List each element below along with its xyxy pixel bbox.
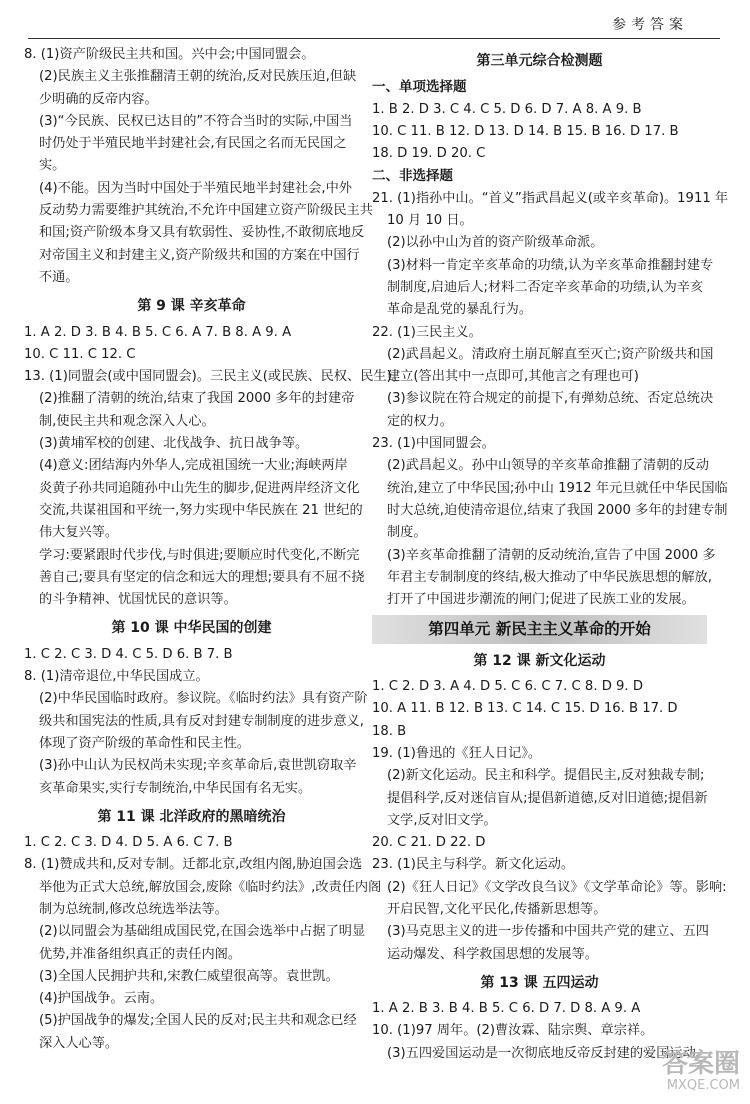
text-line: 伟大复兴等。 xyxy=(39,525,119,541)
watermark-logo xyxy=(630,1050,740,1098)
text-line: (2)新文化运动。民主和科学。提倡民主,反对独裁专制; xyxy=(387,768,705,784)
right-column xyxy=(372,44,729,1065)
text-line: 8. (1)清帝退位,中华民国成立。 xyxy=(24,669,209,685)
text-line: 8. (1)资产阶级民主共和国。兴中会;中国同盟会。 xyxy=(24,47,315,62)
lesson-10-answers xyxy=(24,644,368,800)
lesson-10-title: 第 10 课 中华民国的创建 xyxy=(111,620,272,637)
text-line: 制制度,启迪后人;材料二否定辛亥革命的功绩,认为辛亥 xyxy=(387,279,704,295)
text-line: 统治,建立了中华民国;孙中山 1912 年元旦就任中华民国临 xyxy=(387,480,728,496)
text-line: 18. D 19. D 20. C xyxy=(372,146,486,162)
text-line: 体现了资产阶级的革命性和民主性。 xyxy=(39,735,250,751)
text-line: 时大总统,迫使清帝退位,结束了我国 2000 多年的封建专制 xyxy=(387,502,728,518)
text-line: (5)护国战争的爆发;全国人民的反对;民主共和观念已经 xyxy=(39,1013,357,1029)
text-line: (3)“今民族、民权已达目的”不符合当时的实际,中国当 xyxy=(39,113,353,129)
text-line: 举他为正式大总统,解放国会,废除《临时约法》,改责任内阁 xyxy=(39,879,382,895)
text-line: 善自己;要具有坚定的信念和远大的理想;要具有不屈不挠 xyxy=(39,569,365,585)
text-line: (2)推翻了清朝的统治,结束了我国 2000 多年的封建帝 xyxy=(39,391,355,407)
unit-4-banner: 第四单元 新民主主义革命的开始 xyxy=(372,615,707,643)
text-line: (3)黄埔军校的创建、北伐战争、抗日战争等。 xyxy=(39,436,309,452)
text-line: 年君主专制制度的终结,极大推动了中华民族思想的解放, xyxy=(387,569,712,585)
lesson-9-answers xyxy=(24,322,405,612)
text-line: 10. (1)97 周年。(2)曹汝霖、陆宗舆、章宗祥。 xyxy=(372,1023,654,1039)
text-line: (2)以同盟会为基础组成国民党,在国会选举中占据了明显 xyxy=(39,924,366,940)
text-line: 制,使民主共和观念深入人心。 xyxy=(39,413,215,429)
text-line: 的斗争精神、忧国忧民的意识等。 xyxy=(39,592,237,608)
text-line: 和国;资产阶级本身又具有软弱性、妥协性,不敢彻底地反 xyxy=(39,225,365,241)
text-line: 对帝国主义和封建主义,资产阶级共和国的方案在中国行 xyxy=(39,247,360,263)
text-line: 10. C 11. B 12. D 13. D 14. B 15. B 16. D 17. B xyxy=(372,123,679,139)
text-line: (2)中华民国临时政府。参议院。《临时约法》具有资产阶 xyxy=(39,691,368,707)
text-line: 10. C 11. C 12. C xyxy=(24,346,136,362)
lesson-12-title: 第 12 课 新文化运动 xyxy=(473,652,606,669)
text-line: 反动势力需要维护其统治,不允许中国建立资产阶级民主共 xyxy=(39,203,373,219)
text-line: 23. (1)民主与科学。新文化运动。 xyxy=(372,857,575,873)
section-heading: 二、非选择题 xyxy=(372,168,453,185)
text-line: 1. B 2. D 3. C 4. C 5. D 6. D 7. A 8. A 9. B xyxy=(372,101,642,117)
text-line: 少明确的反帝内容。 xyxy=(39,91,158,107)
text-line: 10. A 11. B 12. B 13. C 14. C 15. D 16. B 17. D xyxy=(372,701,678,717)
text-line: 时仍处于半殖民地半封建社会,有民国之名而无民国之 xyxy=(39,136,347,152)
header-rule xyxy=(28,38,720,39)
text-line: 提倡科学,反对迷信盲从;提倡新道德,反对旧道德;提倡新 xyxy=(387,790,708,806)
text-line: 8. (1)赞成共和,反对专制。迁都北京,改组内阁,胁迫国会选 xyxy=(24,857,363,873)
text-line: 1. C 2. C 3. D 4. D 5. A 6. C 7. B xyxy=(24,835,233,851)
text-line: 建立(答出其中一点即可,其他言之有理也可) xyxy=(387,369,639,385)
text-line: 1. C 2. C 3. D 4. C 5. D 6. B 7. B xyxy=(24,646,233,662)
text-line: (3)材料一肯定辛亥革命的功绩,认为辛亥革命推翻封建专 xyxy=(387,257,714,273)
text-line: 制度。 xyxy=(387,525,427,541)
text-line: 制为总统制,修改总统选举法等。 xyxy=(39,901,228,917)
text-line: (4)意义:团结海内外华人,完成祖国统一大业;海峡两岸 xyxy=(39,458,348,474)
watermark-text: 答案圈 xyxy=(661,1049,740,1079)
text-line: 深入人心等。 xyxy=(39,1035,119,1051)
lesson-12-answers xyxy=(372,676,727,966)
lesson-13-title: 第 13 课 五四运动 xyxy=(480,974,599,991)
text-line: (2)武昌起义。孙中山领导的辛亥革命推翻了清朝的反动 xyxy=(387,458,709,474)
text-line: 1. A 2. D 3. B 4. B 5. C 6. A 7. B 8. A 9. A xyxy=(24,324,292,340)
text-line: (3)辛亥革命推翻了清朝的反动统治,宣告了中国 2000 多 xyxy=(387,547,716,563)
unit-3-mc-answers xyxy=(372,99,707,166)
text-line: 18. B xyxy=(372,723,407,739)
text-line: 22. (1)三民主义。 xyxy=(372,324,482,340)
text-line: (4)不能。因为当时中国处于半殖民地半封建社会,中外 xyxy=(39,180,352,196)
text-line: (3)参议院在符合规定的前提下,有弹劾总统、否定总统决 xyxy=(387,391,714,407)
text-line: 定的权力。 xyxy=(387,413,453,429)
text-line: (3)马克思主义的进一步传播和中国共产党的建立、五四 xyxy=(387,924,709,940)
text-line: 革命是乱党的暴乱行为。 xyxy=(387,302,533,318)
text-line: 亥革命果实,实行专制统治,中华民国有名无实。 xyxy=(39,780,312,796)
text-line: (2)武昌起义。清政府土崩瓦解直至灭亡;资产阶级共和国 xyxy=(387,346,714,362)
text-line: (2)《狂人日记》《文学改良刍议》《文学革命论》等。影响: xyxy=(387,879,727,895)
unit-3-answers xyxy=(372,188,729,612)
text-line: (3)五四爱国运动是一次彻底地反帝反封建的爱国运动。 xyxy=(387,1045,709,1061)
text-line: 文学,反对旧文学。 xyxy=(387,812,497,828)
text-line: 10 月 10 日。 xyxy=(387,213,473,229)
text-line: 21. (1)指孙中山。“首义”指武昌起义(或辛亥革命)。1911 年 xyxy=(372,190,729,206)
text-line: 开启民智,文化平民化,传播新思想等。 xyxy=(387,901,607,917)
watermark-url: MXQE.COM xyxy=(666,1078,740,1093)
block-8-answers xyxy=(24,44,373,289)
text-line: (2)以孙中山为首的资产阶级革命派。 xyxy=(387,235,604,251)
lesson-11-answers xyxy=(24,832,382,1055)
lesson-11-title: 第 11 课 北洋政府的黑暗统治 xyxy=(97,808,286,825)
text-line: 19. (1)鲁迅的《狂人日记》。 xyxy=(372,745,542,761)
text-line: 13. (1)同盟会(或中国同盟会)。三民主义(或民族、民权、民生)。 xyxy=(24,369,405,385)
text-line: 优势,并准备组织真正的责任内阁。 xyxy=(39,946,242,962)
text-line: 1. A 2. B 3. B 4. B 5. C 6. D 7. D 8. A 9. A xyxy=(372,1001,641,1017)
section-heading: 一、单项选择题 xyxy=(372,79,467,96)
text-line: 学习:要紧跟时代步伐,与时俱进;要顺应时代变化,不断完 xyxy=(39,547,360,563)
text-line: (2)民族主义主张推翻清王朝的统治,反对民族压迫,但缺 xyxy=(39,69,357,85)
unit-3-test-title: 第三单元综合检测题 xyxy=(476,53,603,69)
text-line: 实。 xyxy=(39,158,66,174)
lesson-9-title: 第 9 课 辛亥革命 xyxy=(137,298,246,315)
text-line: (3)全国人民拥护共和,宋教仁威望很高等。袁世凯。 xyxy=(39,968,339,984)
text-line: 级共和国宪法的性质,具有反对封建专制制度的进步意义, xyxy=(39,713,364,729)
page-header-title: 参考答案 xyxy=(612,17,688,33)
text-line: (4)护国战争。云南。 xyxy=(39,991,164,1007)
text-line: 打开了中国进步潮流的闸门;促进了民族工业的发展。 xyxy=(387,592,695,608)
text-line: 1. C 2. D 3. A 4. D 5. C 6. C 7. C 8. D 9. D xyxy=(372,679,643,695)
text-line: (3)孙中山认为民权尚未实现;辛亥革命后,袁世凯窃取辛 xyxy=(39,758,357,774)
text-line: 炎黄子孙共同追随孙中山先生的脚步,促进两岸经济文化 xyxy=(39,480,360,496)
text-line: 交流,共谋祖国和平统一,努力实现中华民族在 21 世纪的 xyxy=(39,502,363,518)
text-line: 23. (1)中国同盟会。 xyxy=(372,436,495,452)
text-line: 不通。 xyxy=(39,269,79,285)
text-line: 运动爆发、科学救国思想的发展等。 xyxy=(387,946,598,962)
text-line: 20. C 21. D 22. D xyxy=(372,835,486,851)
